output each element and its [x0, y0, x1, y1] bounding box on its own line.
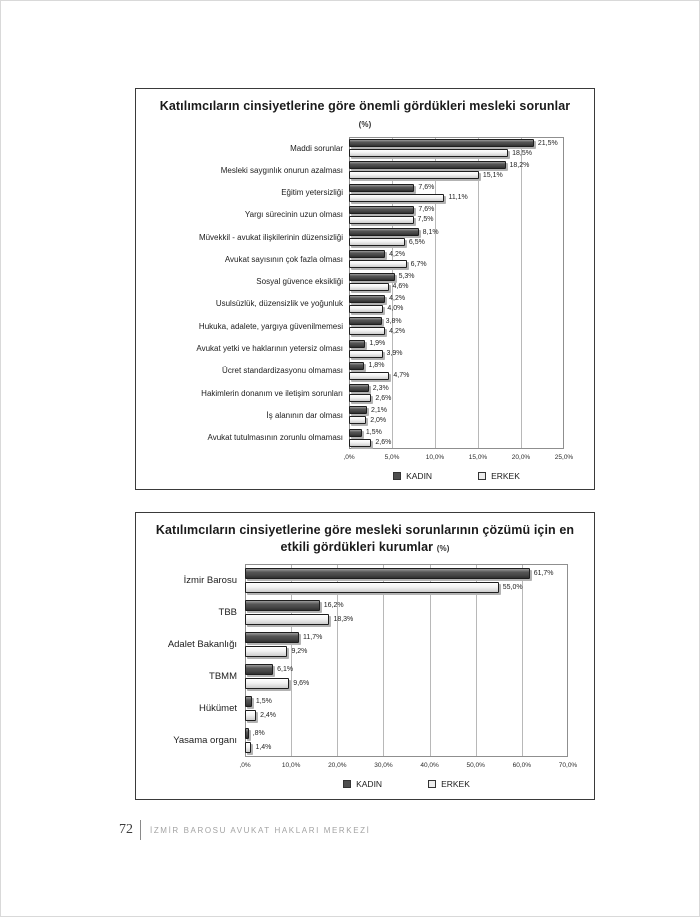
value-label: 2,1% [371, 406, 388, 414]
x-tick-label: 30,0% [374, 762, 393, 769]
value-label: 2,6% [375, 394, 392, 402]
chart-row [136, 564, 568, 596]
x-axis-ticks [239, 762, 578, 772]
value-label: 3,9% [386, 350, 403, 358]
chart-row [136, 293, 564, 315]
page-footer [119, 820, 370, 840]
bar-kadin [245, 568, 530, 579]
x-tick-label: 10,0% [281, 762, 301, 769]
chart-row [136, 182, 564, 204]
x-tick-label: 20,0% [511, 454, 531, 461]
category-label: Ücret standardizasyonu olmaması [222, 366, 343, 376]
value-label: 18,5% [512, 149, 532, 157]
bar-erkek [349, 439, 371, 447]
bar-kadin [245, 696, 252, 707]
value-label: 2,4% [260, 711, 277, 719]
value-label: 2,3% [372, 384, 389, 392]
category-label: Adalet Bakanlığı [167, 638, 237, 650]
value-label: 4,2% [389, 250, 406, 258]
legend [245, 779, 568, 789]
value-label: 4,7% [393, 372, 410, 380]
bar-rows [136, 137, 564, 449]
bar-kadin [349, 161, 506, 169]
bar-kadin [349, 317, 382, 325]
footer-divider [140, 820, 141, 840]
bar-rows [136, 564, 568, 757]
bar-kadin [349, 295, 385, 303]
value-label: 7,6% [418, 206, 435, 214]
x-tick-label: 5,0% [384, 454, 400, 461]
legend-swatch-icon [478, 472, 486, 480]
bar-erkek [245, 742, 251, 753]
bar-kadin [349, 273, 395, 281]
legend-item-kadin [393, 471, 432, 481]
bar-erkek [245, 710, 256, 721]
x-tick-label: 70,0% [558, 762, 578, 769]
bar-kadin [349, 429, 362, 437]
chart-row [136, 159, 564, 181]
category-label: Yasama organı [173, 735, 237, 747]
bar-erkek [349, 149, 508, 157]
value-label: 4,2% [389, 327, 406, 335]
category-label: TBMM [209, 670, 237, 682]
chart-etkili-kurumlar [135, 512, 595, 800]
bar-erkek [349, 216, 414, 224]
chart-title-text: Katılımcıların cinsiyetlerine göre önemli gördükleri mesleki sorunlar [159, 99, 571, 113]
chart-row [136, 226, 564, 248]
chart-row [136, 137, 564, 159]
legend-item-erkek [478, 471, 520, 481]
bar-kadin [349, 184, 414, 192]
footer-running-title: İZMİR BAROSU AVUKAT HAKLARI MERKEZİ [150, 825, 371, 835]
bar-kadin [349, 362, 364, 370]
category-label: Müvekkil - avukat ilişkilerinin düzensizliği [198, 232, 343, 242]
category-label: Usulsüzlük, düzensizlik ve yoğunluk [215, 299, 343, 309]
bar-kadin [349, 384, 369, 392]
category-label: Mesleki saygınlık onurun azalması [220, 165, 343, 175]
category-label: Hakimlerin donanım ve iletişim sorunları [201, 388, 343, 398]
value-label: 9,2% [291, 647, 308, 655]
chart-title-percent-suffix: (%) [436, 544, 450, 554]
value-label: 18,2% [509, 161, 530, 169]
value-label: 2,6% [375, 439, 392, 447]
category-label: Sosyal güvence eksikliği [256, 277, 343, 287]
chart-row [136, 692, 568, 724]
x-tick-label: ,0% [239, 762, 251, 769]
bar-kadin [245, 664, 273, 675]
category-label: İş alanının dar olması [266, 410, 343, 420]
x-axis-ticks [343, 454, 574, 464]
chart-title-text: Katılımcıların cinsiyetlerine göre mesleki sorunlarının çözümü için en etkili gördükleri kurumlar [155, 523, 575, 555]
legend-swatch-icon [428, 780, 436, 788]
value-label: 16,2% [323, 601, 344, 609]
value-label: 15,1% [482, 171, 503, 179]
bar-erkek [349, 394, 371, 402]
bar-erkek [349, 350, 383, 358]
bar-erkek [245, 678, 289, 689]
chart-title [154, 522, 576, 557]
bar-erkek [245, 614, 329, 625]
value-label: 11,1% [448, 194, 468, 202]
bar-erkek [349, 171, 479, 179]
value-label: 55,0% [502, 583, 523, 591]
x-tick-label: 10,0% [425, 454, 445, 461]
value-label: 3,8% [385, 317, 402, 325]
value-label: 1,9% [369, 340, 386, 348]
bar-erkek [349, 283, 389, 291]
value-label: 8,1% [422, 228, 439, 236]
value-label: 6,1% [277, 665, 294, 673]
bar-kadin [245, 728, 249, 739]
bar-erkek [245, 582, 499, 593]
chart-row [136, 271, 564, 293]
value-label: 7,6% [418, 184, 435, 192]
value-label: 61,7% [533, 569, 554, 577]
value-label: 18,3% [333, 615, 354, 623]
category-label: Avukat yetki ve haklarının yetersiz olması [196, 344, 343, 354]
chart-row [136, 628, 568, 660]
category-label: TBB [218, 606, 237, 618]
chart-row [136, 426, 564, 448]
chart-row [136, 360, 564, 382]
chart-row [136, 660, 568, 692]
legend-item-kadin [343, 779, 382, 789]
value-label: 21,5% [537, 139, 558, 147]
bar-erkek [349, 305, 383, 313]
value-label: 4,0% [387, 305, 404, 313]
chart-mesleki-sorunlar [135, 88, 595, 490]
x-tick-label: 20,0% [328, 762, 347, 769]
legend-label: KADIN [356, 779, 383, 789]
chart-row [136, 404, 564, 426]
category-label: Avukat sayısının çok fazla olması [224, 254, 343, 264]
value-label: 1,5% [255, 697, 272, 705]
value-label: 1,5% [365, 429, 382, 437]
bar-kadin [349, 139, 534, 147]
value-label: ,8% [252, 730, 265, 738]
value-label: 5,3% [398, 273, 415, 281]
bar-erkek [349, 372, 389, 380]
category-label: Avukat tutulmasının zorunlu olmaması [207, 433, 343, 443]
value-label: 4,2% [389, 295, 406, 303]
bar-erkek [349, 260, 407, 268]
legend-swatch-icon [343, 780, 351, 788]
x-tick-label: ,0% [343, 454, 355, 461]
x-tick-label: 15,0% [468, 454, 488, 461]
x-tick-label: 25,0% [554, 454, 574, 461]
chart-row [136, 248, 564, 270]
bar-kadin [349, 406, 367, 414]
category-label: İzmir Barosu [183, 574, 237, 586]
legend-item-erkek [428, 779, 470, 789]
bar-erkek [349, 327, 385, 335]
category-label: Maddi sorunlar [290, 143, 343, 153]
bar-erkek [349, 238, 405, 246]
value-label: 1,4% [255, 744, 272, 752]
chart-row [136, 337, 564, 359]
value-label: 9,6% [293, 679, 310, 687]
bar-erkek [349, 416, 366, 424]
value-label: 6,5% [408, 238, 425, 246]
value-label: 1,8% [368, 362, 385, 370]
x-tick-label: 50,0% [466, 762, 485, 769]
legend-label: KADIN [406, 471, 433, 481]
chart-row [136, 315, 564, 337]
legend-label: ERKEK [441, 779, 470, 789]
legend [349, 471, 564, 481]
chart-title-percent-suffix: (%) [358, 120, 372, 130]
bar-kadin [349, 206, 414, 214]
page-number: 72 [119, 822, 133, 837]
category-label: Eğitim yetersizliği [281, 188, 343, 198]
bar-kadin [349, 340, 365, 348]
chart-title [154, 98, 576, 133]
category-label: Hükümet [198, 702, 237, 714]
legend-label: ERKEK [491, 471, 520, 481]
category-label: Yargı sürecinin uzun olması [244, 210, 343, 220]
chart-row [136, 724, 568, 756]
value-label: 11,7% [302, 633, 323, 641]
bar-kadin [349, 228, 419, 236]
value-label: 4,6% [392, 283, 409, 291]
x-tick-label: 40,0% [420, 762, 439, 769]
value-label: 6,7% [410, 260, 427, 268]
bar-kadin [245, 600, 320, 611]
bar-erkek [349, 194, 444, 202]
bar-erkek [245, 646, 287, 657]
x-tick-label: 60,0% [512, 762, 532, 769]
value-label: 7,5% [417, 216, 434, 224]
bar-kadin [349, 250, 385, 258]
chart-row [136, 596, 568, 628]
value-label: 2,0% [370, 416, 387, 424]
chart-row [136, 382, 564, 404]
category-label: Hukuka, adalete, yargıya güvenilmemesi [198, 321, 343, 331]
legend-swatch-icon [393, 472, 401, 480]
bar-kadin [245, 632, 299, 643]
chart-row [136, 204, 564, 226]
